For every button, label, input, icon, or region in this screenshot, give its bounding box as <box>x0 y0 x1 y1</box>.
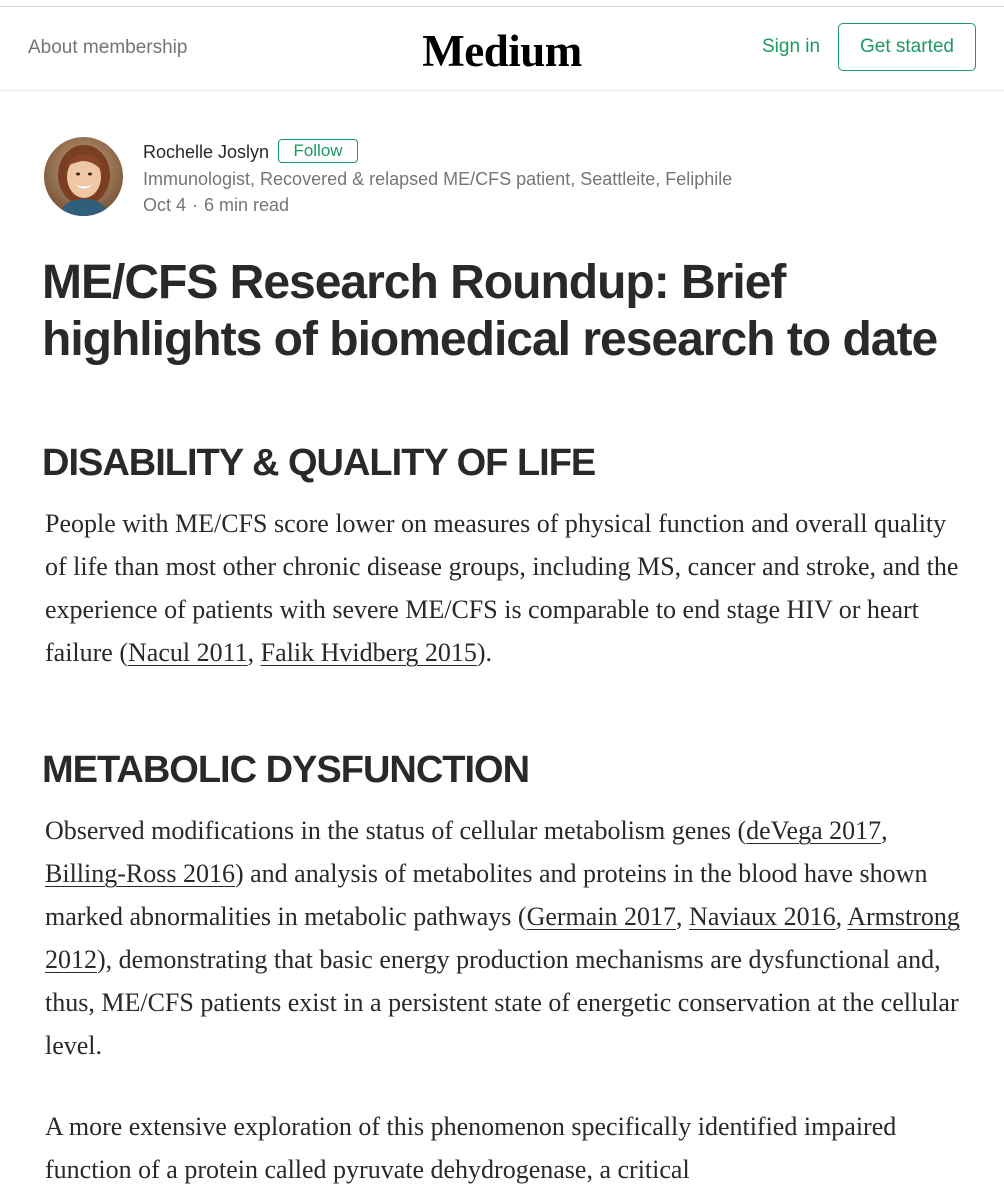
citation-link[interactable]: deVega 2017 <box>746 816 882 845</box>
text-run: ) and analysis of metabolites and proteins in the blood have shown marked abnormalities in metabolic pathways ( <box>45 859 928 931</box>
section-heading-disability: DISABILITY & QUALITY OF LIFE <box>42 442 596 484</box>
meta-separator: · <box>192 195 199 215</box>
sign-in-link[interactable]: Sign in <box>762 36 821 57</box>
text-run: , <box>881 816 888 845</box>
avatar[interactable] <box>44 137 123 216</box>
citation-link[interactable]: Billing-Ross 2016 <box>45 859 235 888</box>
text-run: , <box>676 902 690 931</box>
site-header <box>0 7 1004 91</box>
post-date: Oct 4 <box>143 195 187 215</box>
citation-link[interactable]: Naviaux 2016 <box>689 902 836 931</box>
author-name[interactable]: Rochelle Joslyn <box>143 142 270 162</box>
text-run: ), demonstrating that basic energy production mechanisms are dysfunctional and, thus, ME/CFS patients exist in a persistent state of energetic conservation at the cellular level. <box>45 945 959 1060</box>
citation-link[interactable]: Armstrong 2012 <box>45 902 960 974</box>
text-run: People with ME/CFS score lower on measures of physical function and overall quality of life than most other chronic disease groups, including MS, cancer and stroke, and the experience of patients with severe ME/CFS is comparable to end stage HIV or heart failure ( <box>45 509 959 667</box>
author-block <box>44 137 944 217</box>
follow-button[interactable]: Follow <box>278 139 358 163</box>
about-membership-link[interactable]: About membership <box>28 37 188 58</box>
citation-link[interactable]: Germain 2017 <box>526 902 677 931</box>
medium-logo[interactable]: Medium <box>422 26 582 76</box>
text-run: , <box>835 902 848 931</box>
get-started-button[interactable]: Get started <box>838 23 976 71</box>
paragraph-disability <box>45 502 965 674</box>
article-title: ME/CFS Research Roundup: Brief highlights of biomedical research to date <box>42 256 938 366</box>
text-run: ). <box>476 638 492 667</box>
paragraph-metabolic <box>45 809 965 1067</box>
text-run: , <box>247 638 261 667</box>
author-bio: Immunologist, Recovered & relapsed ME/CFS patient, Seattleite, Feliphile <box>143 169 733 189</box>
avatar-image <box>44 137 123 216</box>
citation-link[interactable]: Falik Hvidberg 2015 <box>260 638 477 667</box>
citation-link[interactable]: Nacul 2011 <box>128 638 248 667</box>
post-meta <box>143 195 289 216</box>
read-time: 6 min read <box>204 195 290 215</box>
paragraph-pyruvate: A more extensive exploration of this phenomenon specifically identified impaired function of a protein called pyruvate dehydrogenase, a critical <box>45 1112 897 1184</box>
section-heading-metabolic: METABOLIC DYSFUNCTION <box>42 749 530 791</box>
text-run: Observed modifications in the status of cellular metabolism genes ( <box>45 816 747 845</box>
